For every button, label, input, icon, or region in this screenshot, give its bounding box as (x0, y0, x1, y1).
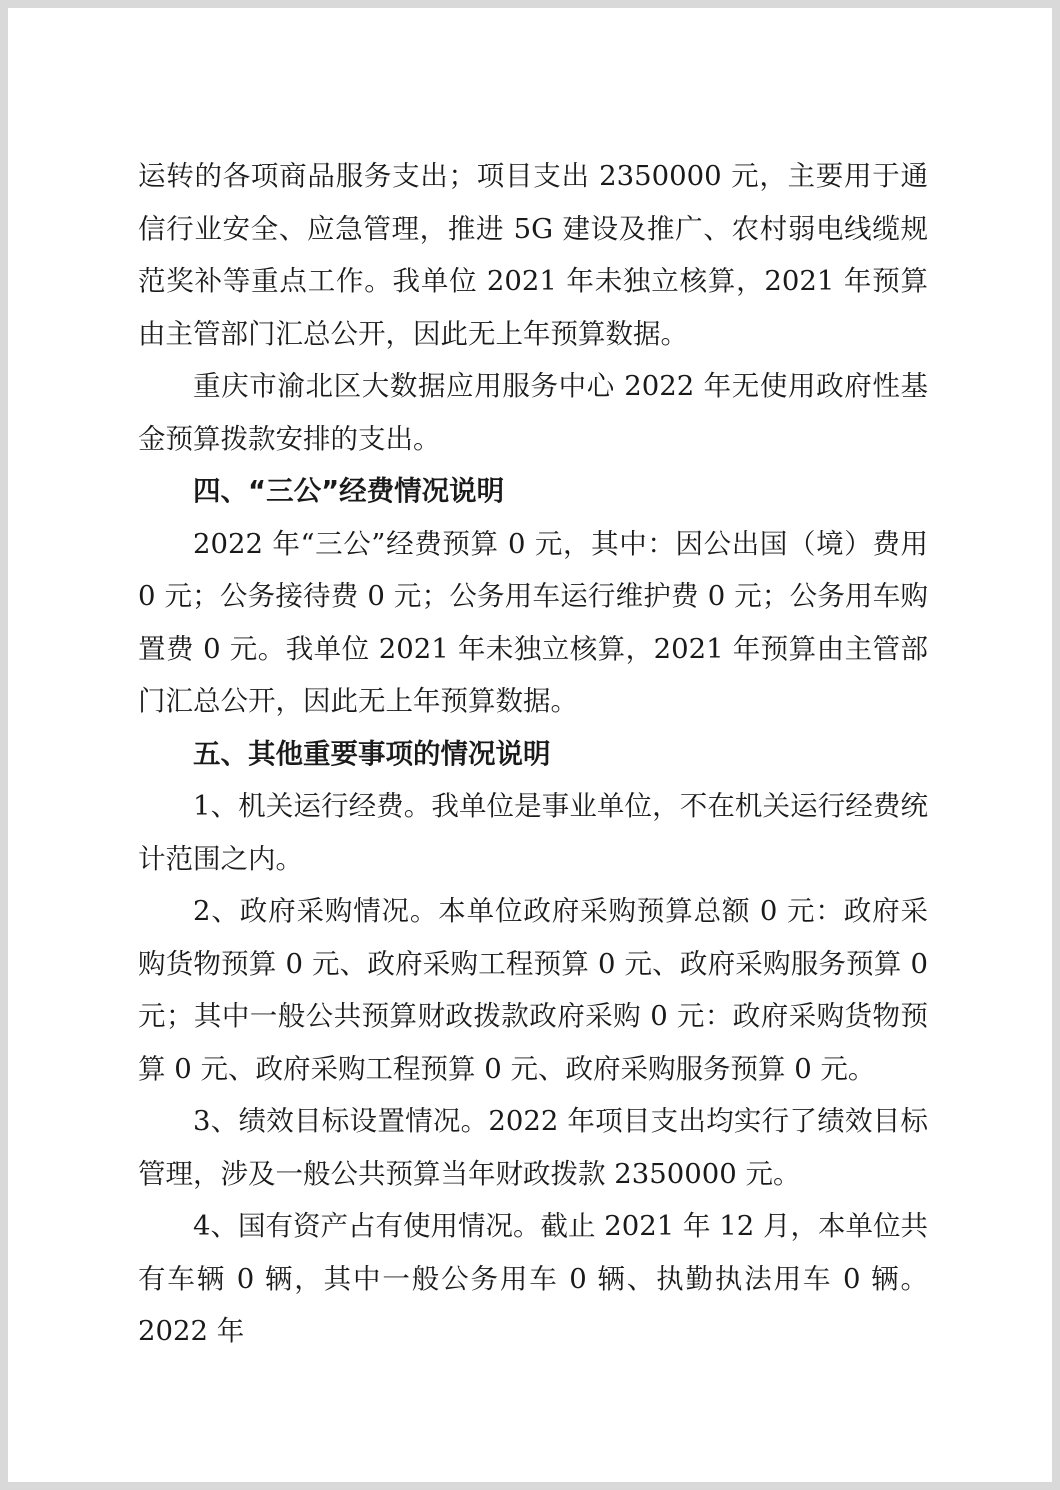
section-heading-other-matters: 五、其他重要事项的情况说明 (193, 737, 551, 770)
paragraph-three-public-expenses: 2022 年“三公”经费预算 0 元，其中：因公出国（境）费用 0 元；公务接待费 0 元；公务用车运行维护费 0 元；公务用车购置费 0 元。我单位 2021 年未独立核算，2021 年预算由主管部门汇总公开，因此无上年预算数据。 (138, 527, 928, 717)
paragraph-government-fund: 重庆市渝北区大数据应用服务中心 2022 年无使用政府性基金预算拨款安排的支出。 (138, 370, 928, 455)
document-body (138, 150, 928, 1358)
paragraph-state-assets: 4、国有资产占有使用情况。截止 2021 年 12 月，本单位共有车辆 0 辆，其中一般公务用车 0 辆、执勤执法用车 0 辆。2022 年 (138, 1210, 928, 1347)
paragraph-government-procurement: 2、政府采购情况。本单位政府采购预算总额 0 元：政府采购货物预算 0 元、政府采购工程预算 0 元、政府采购服务预算 0 元；其中一般公共预算财政拨款政府采购 0 元：政府采购货物预算 0 元、政府采购工程预算 0 元、政府采购服务预算 0 元。 (138, 895, 928, 1085)
document-page (8, 8, 1052, 1482)
paragraph-project-expenditure: 运转的各项商品服务支出；项目支出 2350000 元，主要用于通信行业安全、应急管理，推进 5G 建设及推广、农村弱电线缆规范奖补等重点工作。我单位 2021 年未独立核算，2021 年预算由主管部门汇总公开，因此无上年预算数据。 (138, 160, 928, 350)
paragraph-performance-goals: 3、绩效目标设置情况。2022 年项目支出均实行了绩效目标管理，涉及一般公共预算当年财政拨款 2350000 元。 (138, 1105, 928, 1190)
paragraph-operating-funds: 1、机关运行经费。我单位是事业单位，不在机关运行经费统计范围之内。 (138, 790, 928, 875)
section-heading-three-public: 四、“三公”经费情况说明 (193, 475, 505, 507)
